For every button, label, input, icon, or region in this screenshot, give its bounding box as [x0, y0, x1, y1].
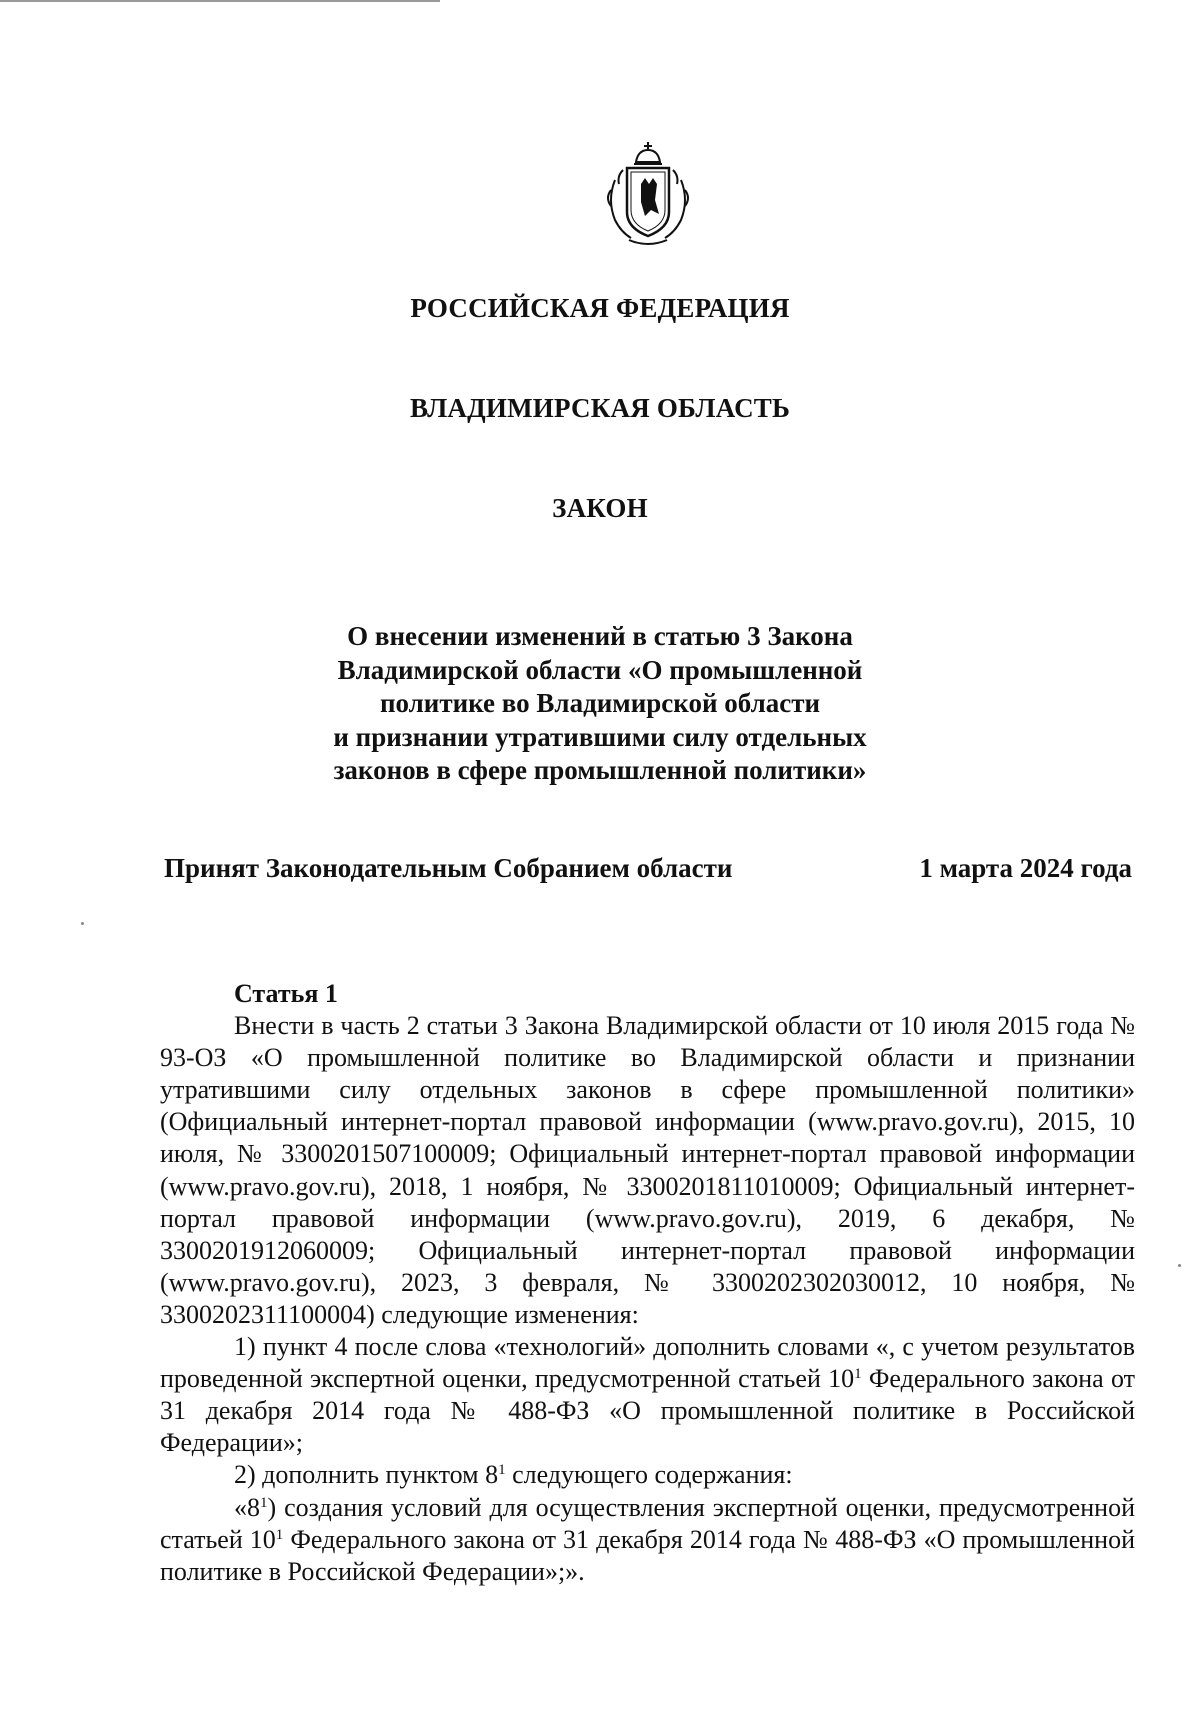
- amendment-item-1: [160, 1331, 1135, 1459]
- superscript: 1: [260, 1494, 268, 1511]
- scan-top-rule: [0, 0, 440, 2]
- superscript: 1: [498, 1462, 506, 1479]
- quoted-point-text: ) создания условий для осуществления экспертной оценки, предусмотренной статьей 10: [160, 1492, 1135, 1554]
- adoption-date: 1 марта 2024 года: [919, 853, 1132, 883]
- coat-of-arms-emblem: [601, 140, 695, 250]
- amendment-item-2-text: 2) дополнить пунктом 8: [234, 1460, 499, 1490]
- quoted-point-text-cont: Федерального закона от 31 декабря 2014 года № 488-ФЗ «О промышленной политике в Российской Федерации»;».: [160, 1524, 1135, 1586]
- region-heading: ВЛАДИМИРСКАЯ ОБЛАСТЬ: [409, 393, 791, 423]
- amendment-item-1-text: 1) пункт 4 после слова «технологий» дополнить словами «, с учетом результатов проведенной экспертной оценки, предусмотренной статьей 10: [160, 1332, 1135, 1394]
- superscript: 1: [275, 1526, 284, 1543]
- law-title-line: и признании утратившими силу отдельных: [333, 721, 867, 752]
- article-title: Статья 1: [234, 979, 338, 1008]
- quoted-new-point: [160, 1492, 1135, 1588]
- scan-speck: [81, 922, 84, 925]
- article-body: [160, 978, 1135, 1588]
- superscript: 1: [854, 1366, 862, 1383]
- scan-speck: [1178, 1264, 1181, 1267]
- country-heading: РОССИЙСКАЯ ФЕДЕРАЦИЯ: [410, 293, 790, 323]
- law-title: [300, 620, 900, 788]
- amendment-item-2-text-cont: следующего содержания:: [505, 1460, 793, 1490]
- adoption-label: Принят Законодательным Собранием области: [164, 853, 733, 883]
- law-title-line: Владимирской области «О промышленной: [337, 654, 863, 685]
- law-title-line: О внесении изменений в статью 3 Закона: [347, 621, 853, 651]
- amendment-item-1-text-cont: Федерального закона от 31 декабря 2014 года № 488-ФЗ «О промышленной политике в Российской Федерации»;: [160, 1364, 1135, 1458]
- article-intro-paragraph: Внести в часть 2 статьи 3 Закона Владимирской области от 10 июля 2015 года № 93-ОЗ «О промышленной политике во Владимирской области и признании утратившими силу отдельных законов в сфере промышленной политики» (Официальный интернет-портал правовой информации (www.pravo.gov.ru), 2015, 10 июля, № 3300201507100009; Официальный интернет-портал правовой информации (www.pravo.gov.ru), 2018, 1 ноября, № 3300201811010009; Официальный интернет-портал правовой информации (www.pravo.gov.ru), 2019, 6 декабря, № 3300201912060009; Официальный интернет-портал правовой информации (www.pravo.gov.ru), 2023, 3 февраля, № 3300202302030012, 10 ноября, № 3300202311100004) следующие изменения:: [160, 1011, 1135, 1329]
- doc-type-heading: ЗАКОН: [552, 493, 648, 523]
- amendment-item-2: [160, 1459, 1135, 1491]
- law-title-line: политике во Владимирской области: [379, 688, 821, 718]
- law-title-line: законов в сфере промышленной политики»: [333, 755, 867, 785]
- quoted-point-number: «8: [234, 1492, 260, 1522]
